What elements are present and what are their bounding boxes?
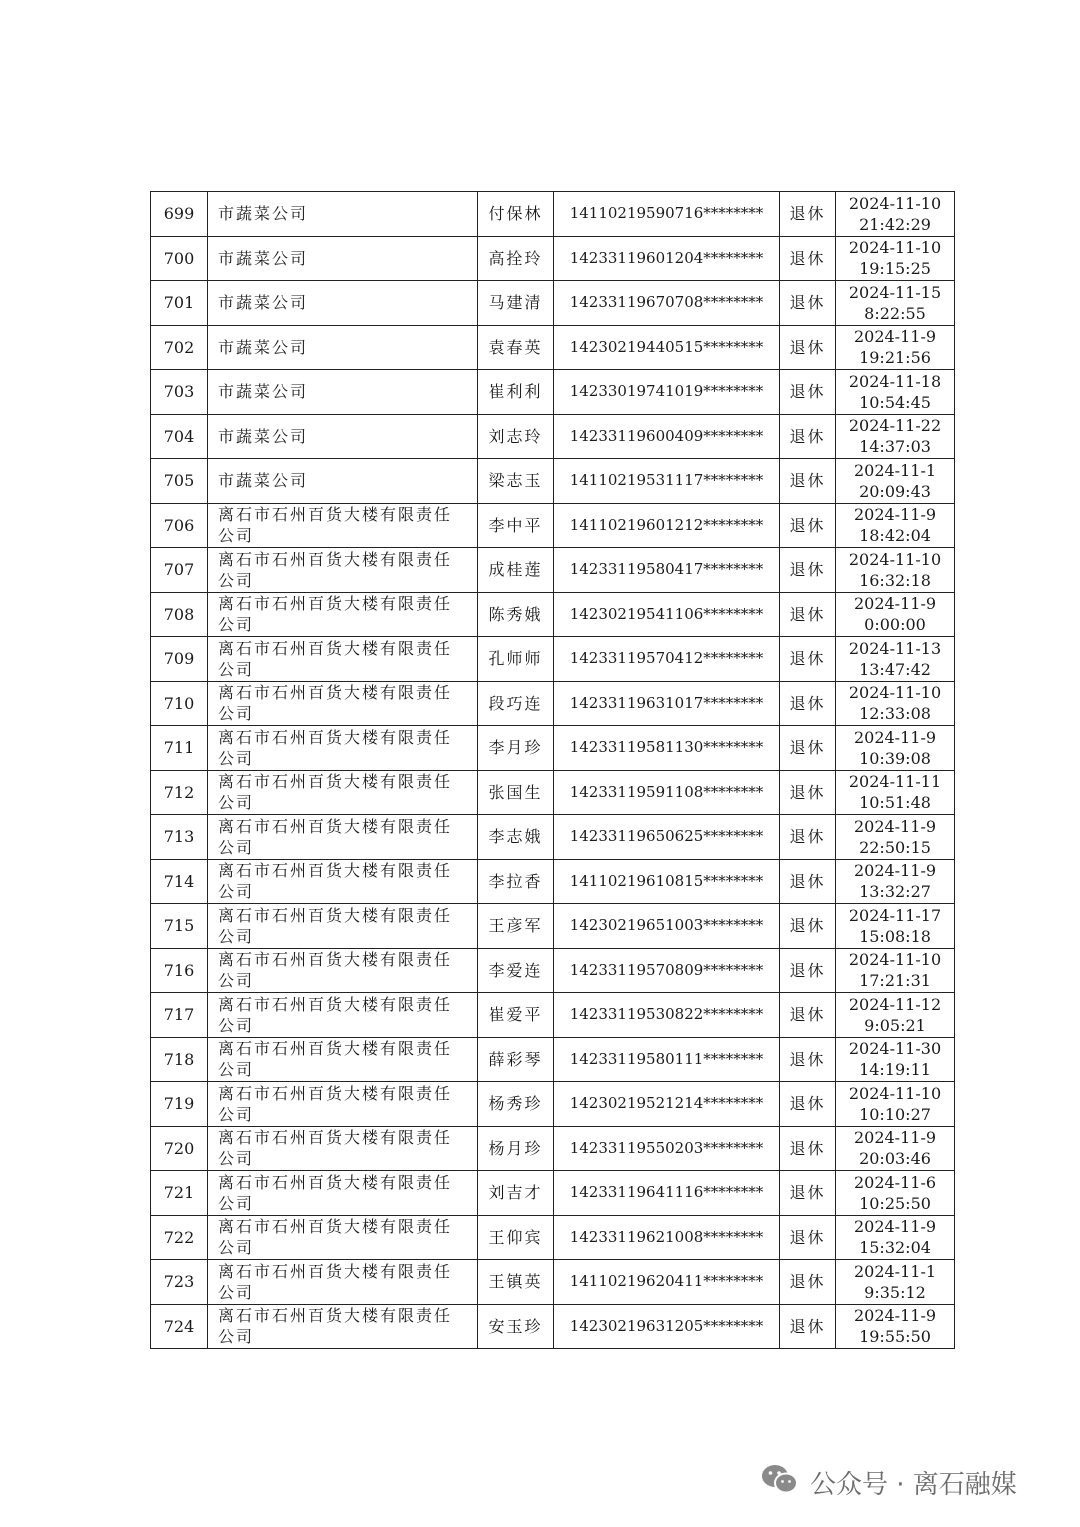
row-timestamp (836, 770, 955, 815)
table-row (151, 1215, 955, 1260)
row-number: 720 (151, 1126, 208, 1171)
row-timestamp (836, 993, 955, 1038)
row-unit: 市蔬菜公司 (208, 236, 478, 281)
row-number: 701 (151, 281, 208, 326)
table-row (151, 325, 955, 370)
row-name: 刘吉才 (478, 1171, 554, 1216)
table-row (151, 236, 955, 281)
row-status: 退休 (780, 815, 836, 860)
row-name: 付保林 (478, 192, 554, 237)
row-id-number: 14110219620411******** (554, 1260, 780, 1305)
row-time: 10:39:08 (859, 748, 931, 768)
row-timestamp (836, 726, 955, 771)
row-date: 2024-11-12 (848, 994, 942, 1014)
row-date: 2024-11-1 (853, 1261, 937, 1281)
row-id-number: 14110219610815******** (554, 859, 780, 904)
row-unit: 市蔬菜公司 (208, 325, 478, 370)
row-date: 2024-11-9 (853, 594, 937, 614)
row-id-number: 14233119580111******** (554, 1037, 780, 1082)
row-name: 李爱连 (478, 948, 554, 993)
row-unit: 离石市石州百货大楼有限责任公司 (208, 1304, 478, 1349)
row-date: 2024-11-10 (848, 683, 942, 703)
table-row (151, 1260, 955, 1305)
watermark (760, 1462, 1017, 1502)
row-name: 成桂莲 (478, 548, 554, 593)
row-unit: 离石市石州百货大楼有限责任公司 (208, 904, 478, 949)
row-unit: 离石市石州百货大楼有限责任公司 (208, 1260, 478, 1305)
table-row (151, 948, 955, 993)
row-date: 2024-11-1 (853, 460, 937, 480)
row-timestamp (836, 1260, 955, 1305)
row-date: 2024-11-10 (848, 238, 942, 258)
row-time: 9:05:21 (864, 1015, 926, 1035)
row-date: 2024-11-22 (848, 416, 942, 436)
row-id-number: 14233019741019******** (554, 370, 780, 415)
row-time: 14:37:03 (859, 437, 931, 457)
row-time: 12:33:08 (859, 704, 931, 724)
table-row (151, 1037, 955, 1082)
row-number: 716 (151, 948, 208, 993)
row-time: 21:42:29 (859, 214, 931, 234)
row-id-number: 14233119600409******** (554, 414, 780, 459)
row-date: 2024-11-11 (848, 772, 942, 792)
wechat-icon (760, 1462, 800, 1503)
row-date: 2024-11-9 (853, 1306, 937, 1326)
row-name: 袁春英 (478, 325, 554, 370)
row-id-number: 14233119621008******** (554, 1215, 780, 1260)
row-id-number: 14233119670708******** (554, 281, 780, 326)
table-row (151, 459, 955, 504)
row-status: 退休 (780, 236, 836, 281)
row-unit: 离石市石州百货大楼有限责任公司 (208, 1215, 478, 1260)
row-name: 李拉香 (478, 859, 554, 904)
row-status: 退休 (780, 459, 836, 504)
row-number: 704 (151, 414, 208, 459)
row-id-number: 14233119581130******** (554, 726, 780, 771)
table-row (151, 637, 955, 682)
row-date: 2024-11-15 (848, 282, 942, 302)
row-date: 2024-11-9 (853, 861, 937, 881)
table-row (151, 414, 955, 459)
table-row (151, 281, 955, 326)
row-timestamp (836, 548, 955, 593)
row-name: 李志娥 (478, 815, 554, 860)
row-timestamp (836, 503, 955, 548)
row-id-number: 14233119530822******** (554, 993, 780, 1038)
row-status: 退休 (780, 414, 836, 459)
row-time: 15:08:18 (859, 926, 931, 946)
row-id-number: 14233119550203******** (554, 1126, 780, 1171)
row-name: 王仰宾 (478, 1215, 554, 1260)
row-name: 杨月珍 (478, 1126, 554, 1171)
table-row (151, 770, 955, 815)
row-timestamp (836, 1082, 955, 1127)
row-timestamp (836, 815, 955, 860)
row-name: 崔利利 (478, 370, 554, 415)
row-date: 2024-11-10 (848, 1083, 942, 1103)
row-name: 王镇英 (478, 1260, 554, 1305)
row-status: 退休 (780, 592, 836, 637)
row-unit: 市蔬菜公司 (208, 192, 478, 237)
row-status: 退休 (780, 993, 836, 1038)
row-date: 2024-11-9 (853, 1128, 937, 1148)
row-number: 702 (151, 325, 208, 370)
row-unit: 离石市石州百货大楼有限责任公司 (208, 815, 478, 860)
row-unit: 市蔬菜公司 (208, 414, 478, 459)
row-date: 2024-11-13 (848, 638, 942, 658)
row-status: 退休 (780, 770, 836, 815)
row-date: 2024-11-10 (848, 193, 942, 213)
row-time: 20:03:46 (859, 1149, 931, 1169)
row-date: 2024-11-9 (853, 1217, 937, 1237)
row-number: 719 (151, 1082, 208, 1127)
row-number: 705 (151, 459, 208, 504)
row-timestamp (836, 1171, 955, 1216)
row-name: 高拴玲 (478, 236, 554, 281)
row-id-number: 14230219521214******** (554, 1082, 780, 1127)
row-time: 13:47:42 (859, 659, 931, 679)
row-name: 段巧连 (478, 681, 554, 726)
row-status: 退休 (780, 681, 836, 726)
table-row (151, 726, 955, 771)
row-id-number: 14233119650625******** (554, 815, 780, 860)
table-row (151, 592, 955, 637)
row-name: 孔师师 (478, 637, 554, 682)
row-unit: 离石市石州百货大楼有限责任公司 (208, 637, 478, 682)
row-status: 退休 (780, 1304, 836, 1349)
row-name: 刘志玲 (478, 414, 554, 459)
row-status: 退休 (780, 1037, 836, 1082)
row-timestamp (836, 637, 955, 682)
row-timestamp (836, 236, 955, 281)
row-unit: 离石市石州百货大楼有限责任公司 (208, 859, 478, 904)
row-time: 20:09:43 (859, 481, 931, 501)
row-timestamp (836, 325, 955, 370)
row-id-number: 14233119580417******** (554, 548, 780, 593)
row-status: 退休 (780, 192, 836, 237)
row-number: 710 (151, 681, 208, 726)
row-date: 2024-11-30 (848, 1039, 942, 1059)
row-timestamp (836, 1037, 955, 1082)
row-unit: 离石市石州百货大楼有限责任公司 (208, 1037, 478, 1082)
row-unit: 离石市石州百货大楼有限责任公司 (208, 726, 478, 771)
row-name: 薛彩琴 (478, 1037, 554, 1082)
table-row (151, 192, 955, 237)
row-unit: 离石市石州百货大楼有限责任公司 (208, 503, 478, 548)
row-timestamp (836, 1126, 955, 1171)
row-id-number: 14230219651003******** (554, 904, 780, 949)
row-date: 2024-11-6 (853, 1172, 937, 1192)
row-time: 8:22:55 (864, 303, 926, 323)
row-unit: 离石市石州百货大楼有限责任公司 (208, 1171, 478, 1216)
row-number: 723 (151, 1260, 208, 1305)
table-row (151, 1171, 955, 1216)
row-unit: 离石市石州百货大楼有限责任公司 (208, 681, 478, 726)
row-number: 703 (151, 370, 208, 415)
row-time: 16:32:18 (859, 570, 931, 590)
row-time: 17:21:31 (859, 971, 931, 991)
row-number: 715 (151, 904, 208, 949)
row-number: 714 (151, 859, 208, 904)
row-name: 崔爱平 (478, 993, 554, 1038)
row-id-number: 14233119601204******** (554, 236, 780, 281)
row-name: 李月珍 (478, 726, 554, 771)
row-name: 梁志玉 (478, 459, 554, 504)
row-number: 707 (151, 548, 208, 593)
row-date: 2024-11-10 (848, 950, 942, 970)
row-date: 2024-11-9 (853, 327, 937, 347)
row-unit: 离石市石州百货大楼有限责任公司 (208, 548, 478, 593)
row-name: 陈秀娥 (478, 592, 554, 637)
row-number: 721 (151, 1171, 208, 1216)
row-status: 退休 (780, 1260, 836, 1305)
table-row (151, 1082, 955, 1127)
watermark-text: 公众号 · 离石融媒 (810, 1469, 1017, 1500)
row-unit: 市蔬菜公司 (208, 370, 478, 415)
row-time: 19:21:56 (859, 348, 931, 368)
row-number: 713 (151, 815, 208, 860)
row-number: 708 (151, 592, 208, 637)
row-name: 王彦军 (478, 904, 554, 949)
row-unit: 离石市石州百货大楼有限责任公司 (208, 1126, 478, 1171)
row-timestamp (836, 681, 955, 726)
table-row (151, 859, 955, 904)
row-time: 14:19:11 (859, 1060, 931, 1080)
row-number: 700 (151, 236, 208, 281)
table-row (151, 370, 955, 415)
row-timestamp (836, 1304, 955, 1349)
roster-body (151, 192, 955, 1349)
row-time: 18:42:04 (859, 526, 931, 546)
row-unit: 离石市石州百货大楼有限责任公司 (208, 1082, 478, 1127)
row-timestamp (836, 904, 955, 949)
row-unit: 离石市石州百货大楼有限责任公司 (208, 993, 478, 1038)
row-unit: 市蔬菜公司 (208, 281, 478, 326)
row-number: 718 (151, 1037, 208, 1082)
row-date: 2024-11-9 (853, 816, 937, 836)
row-status: 退休 (780, 726, 836, 771)
table-row (151, 681, 955, 726)
row-timestamp (836, 192, 955, 237)
row-date: 2024-11-9 (853, 727, 937, 747)
row-id-number: 14233119631017******** (554, 681, 780, 726)
row-date: 2024-11-18 (848, 371, 942, 391)
row-name: 杨秀珍 (478, 1082, 554, 1127)
row-status: 退休 (780, 904, 836, 949)
table-row (151, 993, 955, 1038)
row-id-number: 14110219531117******** (554, 459, 780, 504)
row-timestamp (836, 592, 955, 637)
row-unit: 离石市石州百货大楼有限责任公司 (208, 948, 478, 993)
row-timestamp (836, 281, 955, 326)
row-id-number: 14230219631205******** (554, 1304, 780, 1349)
row-timestamp (836, 370, 955, 415)
row-name: 张国生 (478, 770, 554, 815)
row-time: 10:54:45 (859, 392, 931, 412)
row-number: 712 (151, 770, 208, 815)
row-number: 699 (151, 192, 208, 237)
row-id-number: 14110219590716******** (554, 192, 780, 237)
row-time: 10:25:50 (859, 1193, 931, 1213)
row-time: 15:32:04 (859, 1238, 931, 1258)
row-date: 2024-11-17 (848, 905, 942, 925)
row-unit: 离石市石州百货大楼有限责任公司 (208, 592, 478, 637)
row-id-number: 14233119591108******** (554, 770, 780, 815)
row-time: 19:15:25 (859, 259, 931, 279)
row-date: 2024-11-9 (853, 505, 937, 525)
table-row (151, 1126, 955, 1171)
row-time: 19:55:50 (859, 1327, 931, 1347)
row-unit: 市蔬菜公司 (208, 459, 478, 504)
retiree-roster-table (150, 191, 955, 1349)
row-status: 退休 (780, 1082, 836, 1127)
row-number: 724 (151, 1304, 208, 1349)
row-name: 安玉珍 (478, 1304, 554, 1349)
row-number: 722 (151, 1215, 208, 1260)
row-timestamp (836, 859, 955, 904)
row-date: 2024-11-10 (848, 549, 942, 569)
row-id-number: 14233119641116******** (554, 1171, 780, 1216)
row-timestamp (836, 1215, 955, 1260)
row-number: 711 (151, 726, 208, 771)
row-time: 13:32:27 (859, 882, 931, 902)
row-status: 退休 (780, 548, 836, 593)
row-id-number: 14230219541106******** (554, 592, 780, 637)
row-id-number: 14233119570412******** (554, 637, 780, 682)
row-number: 706 (151, 503, 208, 548)
row-timestamp (836, 414, 955, 459)
row-status: 退休 (780, 1171, 836, 1216)
row-status: 退休 (780, 325, 836, 370)
table-row (151, 904, 955, 949)
row-timestamp (836, 948, 955, 993)
row-timestamp (836, 459, 955, 504)
row-status: 退休 (780, 1215, 836, 1260)
row-status: 退休 (780, 948, 836, 993)
row-status: 退休 (780, 281, 836, 326)
table-row (151, 548, 955, 593)
row-id-number: 14230219440515******** (554, 325, 780, 370)
row-status: 退休 (780, 503, 836, 548)
row-name: 李中平 (478, 503, 554, 548)
row-time: 0:00:00 (864, 615, 926, 635)
row-status: 退休 (780, 637, 836, 682)
row-status: 退休 (780, 370, 836, 415)
row-time: 10:10:27 (859, 1104, 931, 1124)
row-number: 717 (151, 993, 208, 1038)
row-time: 10:51:48 (859, 793, 931, 813)
row-number: 709 (151, 637, 208, 682)
row-status: 退休 (780, 859, 836, 904)
table-row (151, 815, 955, 860)
row-time: 9:35:12 (864, 1282, 926, 1302)
row-time: 22:50:15 (859, 837, 931, 857)
row-name: 马建清 (478, 281, 554, 326)
row-id-number: 14233119570809******** (554, 948, 780, 993)
row-unit: 离石市石州百货大楼有限责任公司 (208, 770, 478, 815)
table-row (151, 1304, 955, 1349)
row-status: 退休 (780, 1126, 836, 1171)
row-id-number: 14110219601212******** (554, 503, 780, 548)
table-row (151, 503, 955, 548)
